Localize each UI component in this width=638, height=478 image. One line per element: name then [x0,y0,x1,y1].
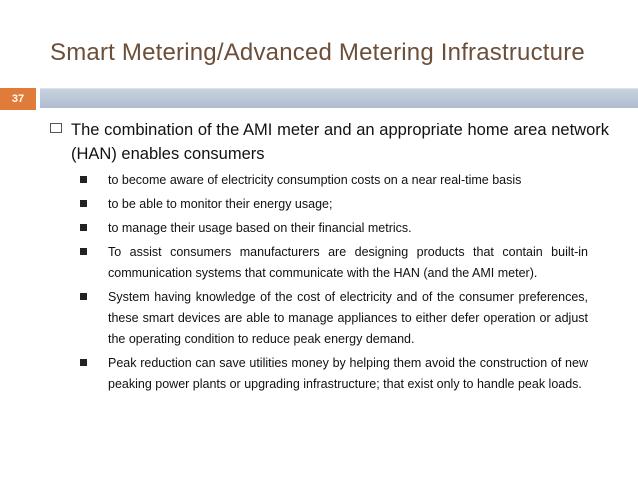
sub-bullet-item [80,242,610,284]
square-bullet-icon [80,200,87,207]
sub-bullet-text: to be able to monitor their energy usage; [108,197,333,211]
main-bullet-text: The combination of the AMI meter and an appropriate home area network (HAN) enables consumers [71,121,609,163]
slide-content [50,118,610,398]
slide-title: Smart Metering/Advanced Metering Infrastructure [50,39,585,66]
sub-bullet-text: Peak reduction can save utilities money by helping them avoid the construction of new peaking power plants or upgrading infrastructure; that exist only to handle peak loads. [108,356,588,391]
sub-bullet-item [80,353,610,395]
main-bullet [50,118,610,166]
square-bullet-icon [80,224,87,231]
sub-bullet-list [50,170,610,395]
sub-bullet-text: System having knowledge of the cost of electricity and of the consumer preferences, these smart devices are able to manage appliances to either defer operation or adjust the operating condition to reduce peak energy demand. [108,290,588,346]
title-divider-bar [40,88,638,108]
square-bullet-icon [80,176,87,183]
sub-bullet-text: to manage their usage based on their financial metrics. [108,221,412,235]
sub-bullet-text: To assist consumers manufacturers are designing products that contain built-in communication systems that communicate with the HAN (and the AMI meter). [108,245,588,280]
hollow-square-bullet-icon [50,123,62,133]
square-bullet-icon [80,248,87,255]
sub-bullet-text: to become aware of electricity consumption costs on a near real-time basis [108,173,522,187]
sub-bullet-item [80,218,610,239]
sub-bullet-item [80,194,610,215]
square-bullet-icon [80,359,87,366]
sub-bullet-item [80,287,610,350]
square-bullet-icon [80,293,87,300]
slide-number-badge: 37 [0,88,36,110]
sub-bullet-item [80,170,610,191]
